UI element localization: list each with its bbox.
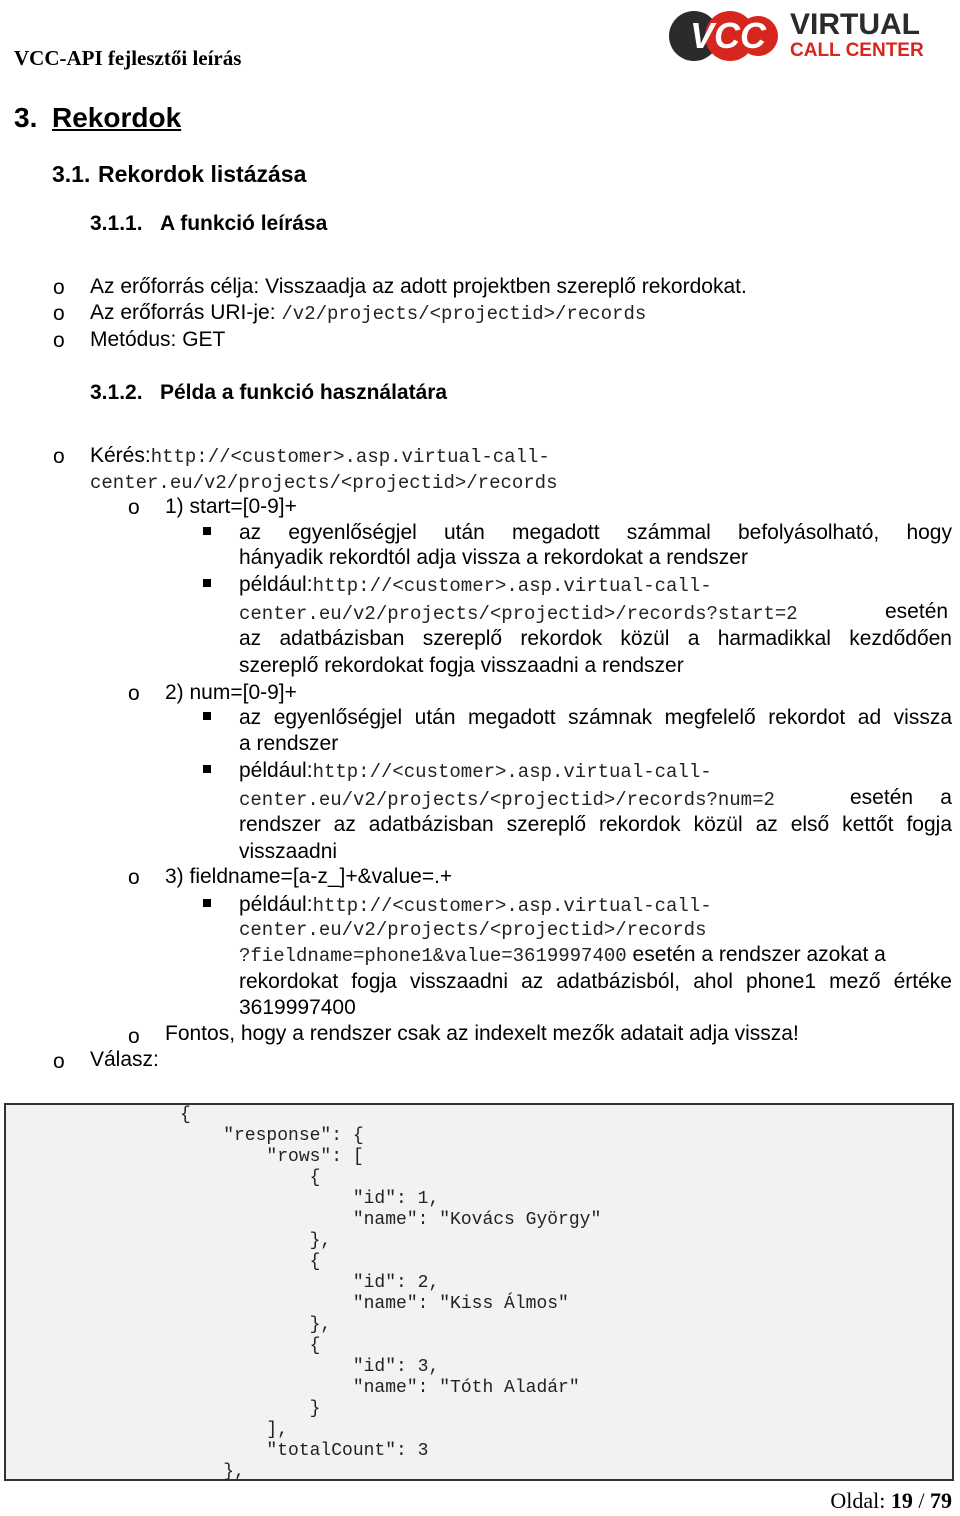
bullet-marker: o — [128, 1025, 140, 1048]
param-fieldname-example-line4: rekordokat fogja visszaadni az adatbázisból, ahol phone1 mező értéke — [239, 970, 952, 993]
square-bullet — [203, 765, 211, 773]
example-url-part1: http://<customer>.asp.virtual-call- — [312, 761, 712, 783]
heading-number: 3.1.1. — [90, 212, 143, 235]
bullet-marker: o — [53, 445, 65, 468]
bullet-marker: o — [53, 329, 65, 352]
square-bullet — [203, 579, 211, 587]
code-line: { — [180, 1252, 321, 1272]
bullet-marker: o — [53, 302, 65, 325]
current-page: 19 — [890, 1488, 913, 1513]
code-line: }, — [180, 1231, 332, 1251]
code-line: } — [180, 1399, 321, 1419]
heading-text: A funkció leírása — [160, 212, 328, 235]
logo-mark-text: VCC — [690, 15, 767, 56]
bullet-marker: o — [128, 682, 140, 705]
param-num-example-line4: visszaadni — [239, 840, 338, 863]
section-heading-3-example — [90, 381, 447, 405]
code-line: "response": { — [180, 1126, 364, 1146]
code-line: }, — [180, 1462, 245, 1482]
heading-text: Példa a funkció használatára — [160, 381, 448, 404]
heading-number: 3.1. — [52, 161, 91, 187]
logo-line-1: VIRTUAL — [790, 8, 920, 41]
param-num-example-url-part2: center.eu/v2/projects/<projectid>/records?num=2 — [239, 789, 775, 811]
code-line: "totalCount": 3 — [180, 1441, 429, 1461]
heading-number: 3.1.2. — [90, 381, 143, 404]
example-label: például: — [239, 759, 313, 782]
bullet-marker: o — [53, 1050, 65, 1073]
response-label: Válasz: — [90, 1048, 159, 1071]
square-bullet — [203, 527, 211, 535]
total-pages: 79 — [930, 1488, 952, 1513]
param-start-example-line3: az adatbázisban szereplő rekordok közül a harmadikkal kezdődően — [239, 627, 952, 650]
param-start-example-after: esetén — [885, 600, 949, 623]
param-fieldname-example-line3 — [239, 942, 886, 969]
code-line: { — [180, 1336, 321, 1356]
param-start-example-line1 — [239, 572, 712, 599]
code-line: }, — [180, 1315, 332, 1335]
code-line: ], — [180, 1420, 289, 1440]
param-start-title: 1) start=[0-9]+ — [165, 495, 297, 518]
example-url-part1: http://<customer>.asp.virtual-call- — [312, 895, 712, 917]
param-fieldname-example-line1 — [239, 892, 712, 919]
param-start-example-url-part2: center.eu/v2/projects/<projectid>/records?start=2 — [239, 603, 798, 625]
example-label: például: — [239, 893, 313, 916]
example-url-part1: http://<customer>.asp.virtual-call- — [312, 575, 712, 597]
purpose-text: Az erőforrás célja: Visszaadja az adott projektben szereplő rekordokat. — [90, 275, 747, 298]
param-fieldname-title: 3) fieldname=[a-z_]+&value=.+ — [165, 865, 453, 888]
request-line — [90, 443, 550, 470]
param-num-example-line3: rendszer az adatbázisban szereplő rekordok közül az első kettőt fogja — [239, 813, 952, 836]
param-start-desc-line1: az egyenlőségjel után megadott számmal befolyásolható, hogy — [239, 521, 952, 544]
param-fieldname-example-url-part2: center.eu/v2/projects/<projectid>/records — [239, 919, 707, 941]
code-line: "name": "Kovács György" — [180, 1210, 602, 1230]
section-heading-3-description — [90, 212, 327, 236]
code-line: "id": 2, — [180, 1273, 440, 1293]
page-separator: / — [912, 1488, 930, 1513]
response-code-block — [4, 1103, 954, 1481]
request-label: Kérés: — [90, 444, 151, 467]
param-start-example-line4: szereplő rekordokat fogja visszaadni a rendszer — [239, 654, 684, 677]
bullet-marker: o — [128, 496, 140, 519]
method-text: Metódus: GET — [90, 328, 226, 351]
param-num-desc-line1: az egyenlőségjel után megadott számnak megfelelő rekordot ad vissza — [239, 706, 952, 729]
uri-line — [90, 300, 646, 327]
section-heading-1 — [14, 102, 181, 134]
request-url-part1: http://<customer>.asp.virtual-call- — [150, 446, 550, 468]
code-line: "name": "Kiss Álmos" — [180, 1294, 569, 1314]
heading-text: Rekordok listázása — [98, 161, 307, 187]
uri-value: /v2/projects/<projectid>/records — [281, 303, 647, 325]
param-fieldname-example-line5: 3619997400 — [239, 996, 356, 1019]
vcc-logo — [668, 2, 952, 68]
param-num-example-after: esetén a — [850, 786, 952, 809]
heading-number: 3. — [14, 102, 38, 133]
param-num-example-line1 — [239, 758, 712, 785]
section-heading-2 — [52, 161, 306, 188]
heading-text: Rekordok — [52, 102, 182, 133]
page-number — [830, 1488, 952, 1514]
code-line: "rows": [ — [180, 1147, 364, 1167]
code-line: { — [180, 1168, 321, 1188]
example-after: esetén a rendszer azokat a — [632, 943, 886, 966]
example-url-part3: ?fieldname=phone1&value=3619997400 — [239, 945, 627, 967]
param-num-title: 2) num=[0-9]+ — [165, 681, 297, 704]
logo-line-2: CALL CENTER — [790, 40, 924, 61]
code-line: "id": 1, — [180, 1189, 440, 1209]
uri-label: Az erőforrás URI-je: — [90, 301, 282, 324]
code-line: "id": 3, — [180, 1357, 440, 1377]
page-label: Oldal: — [830, 1488, 891, 1513]
param-start-desc-line2: hányadik rekordtól adja vissza a rekordokat a rendszer — [239, 546, 748, 569]
square-bullet — [203, 712, 211, 720]
square-bullet — [203, 899, 211, 907]
code-line: { — [180, 1105, 191, 1125]
param-num-desc-line2: a rendszer — [239, 732, 339, 755]
indexed-fields-note: Fontos, hogy a rendszer csak az indexelt mezők adatait adja vissza! — [165, 1022, 799, 1045]
bullet-marker: o — [53, 276, 65, 299]
request-url-part2: center.eu/v2/projects/<projectid>/records — [90, 472, 558, 494]
example-label: például: — [239, 573, 313, 596]
code-line: "name": "Tóth Aladár" — [180, 1378, 580, 1398]
bullet-marker: o — [128, 866, 140, 889]
document-header-title: VCC-API fejlesztői leírás — [14, 46, 242, 70]
